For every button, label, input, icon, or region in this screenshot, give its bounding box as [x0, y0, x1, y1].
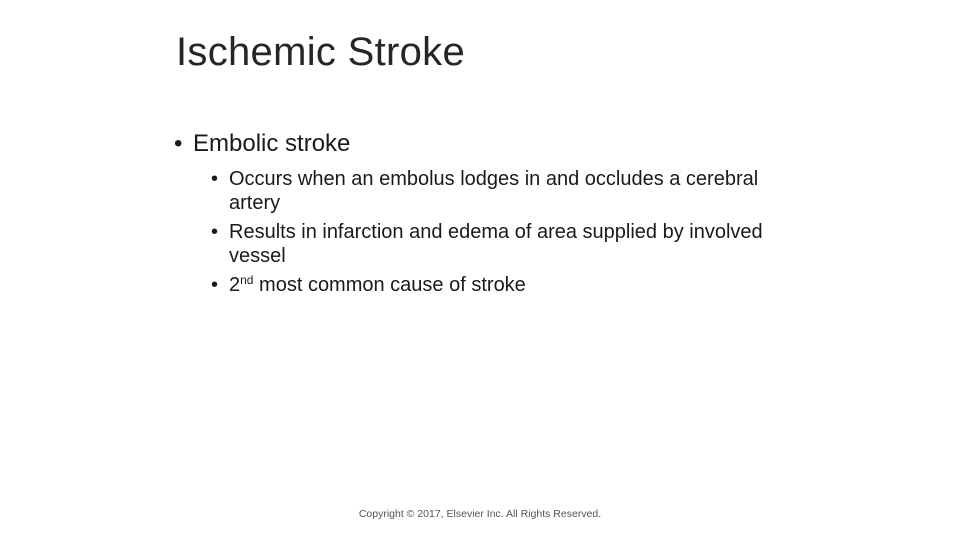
- slide-body: [174, 128, 834, 302]
- sub-bullet-results: [211, 220, 809, 268]
- sub-bullet-list: [211, 167, 834, 297]
- copyright-footer: Copyright © 2017, Elsevier Inc. All Rights Reserved.: [358, 508, 602, 520]
- bullet-dot: •: [211, 274, 219, 296]
- bullet-dot: •: [211, 168, 219, 190]
- bullet-dot: •: [211, 221, 219, 243]
- sub-bullet-occurs: [211, 167, 809, 215]
- bullet-text: Embolic stroke: [193, 130, 351, 157]
- ordinal-suffix: nd: [240, 273, 254, 287]
- bullet-dot: •: [174, 130, 183, 157]
- bullet-embolic-stroke: [174, 128, 834, 160]
- sub-bullet-text: most common cause of stroke: [253, 274, 526, 296]
- ordinal-number: 2: [229, 274, 241, 296]
- sub-bullet-text: Occurs when an embolus lodges in and occludes a cerebral artery: [229, 168, 759, 214]
- slide-title: Ischemic Stroke: [176, 30, 466, 74]
- sub-bullet-text: Results in infarction and edema of area supplied by involved vessel: [229, 221, 763, 267]
- sub-bullet-second-most-common: [211, 273, 809, 297]
